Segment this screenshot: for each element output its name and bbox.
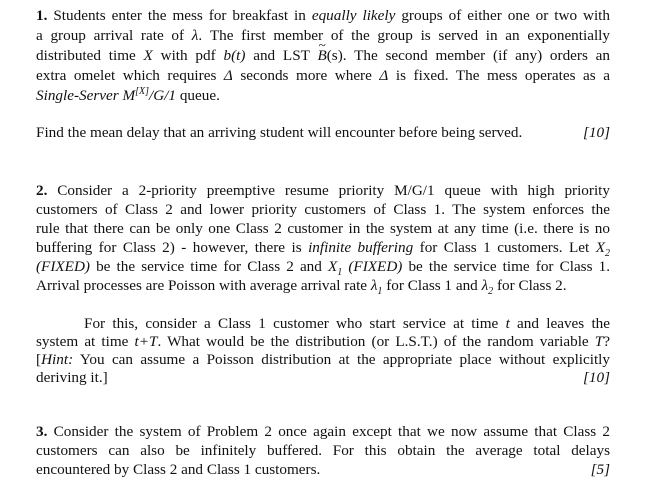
q1-line-2: a group arrival rate of λ. The first member of the group is served in an exponentially bbox=[36, 27, 610, 44]
q2-part2-line-2: system at time t+T. What would be the distribution (or L.S.T.) of the random variable T? bbox=[36, 333, 610, 350]
q3-number: 3. bbox=[36, 423, 48, 440]
q3-marks: [5] bbox=[590, 461, 610, 478]
q2-line-4: buffering for Class 2) - however, there is infinite buffering for Class 1 customers. Let $X_2$ bbox=[36, 239, 610, 260]
q2-line-1: 2. Consider a 2-priority preemptive resume priority M/G/1 queue with high priority bbox=[36, 182, 610, 199]
q2-line-3: rule that there can be only one Class 2 customer in the system at any time (i.e. there is no bbox=[36, 220, 610, 237]
q2-part2-line-3: [Hint: You can assume a Poisson distribution at the appropriate place without explicitly bbox=[36, 351, 610, 368]
q1-question: Find the mean delay that an arriving student will encounter before being served. [10] bbox=[36, 124, 610, 141]
q2-line-6: Arrival processes are Poisson with average arrival rate $\lambda_1$ for Class 1 and $\lambda_2$ for Class 2. bbox=[36, 277, 567, 298]
q3-line-2: customers can also be infinitely buffered. For this obtain the average total delays bbox=[36, 442, 610, 459]
q2-number: 2. bbox=[36, 182, 48, 199]
q1-line-5: Single-Server M[X]/G/1 queue. bbox=[36, 85, 220, 104]
q3-line-1: 3. Consider the system of Problem 2 once again except that we now assume that Class 2 bbox=[36, 423, 610, 440]
q2-line-2: customers of Class 2 and lower priority customers of Class 1. The system enforces the bbox=[36, 201, 610, 218]
q1-line-1: 1. Students enter the mess for breakfast in equally likely groups of either one or two with bbox=[36, 7, 610, 24]
lst-b-tilde: ~ B bbox=[317, 47, 326, 66]
q2-part2-line-4: deriving it.] [10] bbox=[36, 369, 610, 386]
q2-line-5: (FIXED) be the service time for Class 2 and $X_1$ (FIXED) be the service time for Class 1. bbox=[36, 258, 611, 279]
q1-number: 1. bbox=[36, 7, 48, 24]
q1-marks: [10] bbox=[582, 124, 610, 141]
q3-line-3: encountered by Class 2 and Class 1 customers. [5] bbox=[36, 461, 610, 478]
q1-line-4: extra omelet which requires Δ seconds more where Δ is fixed. The mess operates as a bbox=[36, 67, 610, 84]
q1-line-3: distributed time X with pdf b(t) and LST ~ B(s). The second member (if any) orders an bbox=[36, 47, 610, 66]
q2-part2-line-1: For this, consider a Class 1 customer who start service at time t and leaves the bbox=[84, 315, 610, 332]
q2-marks: [10] bbox=[582, 369, 610, 386]
